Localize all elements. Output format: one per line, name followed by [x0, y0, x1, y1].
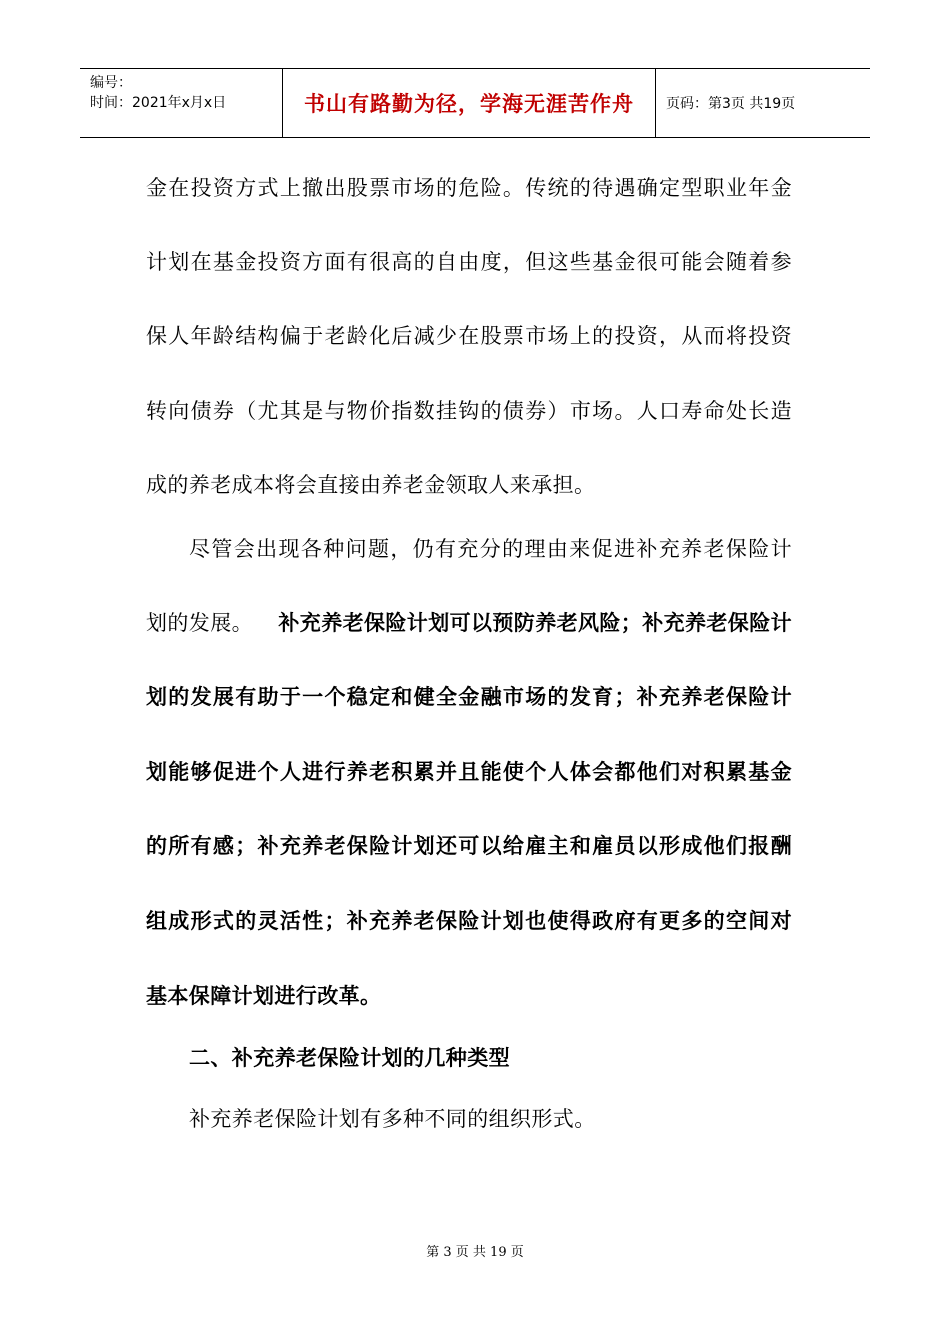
paragraph-text: 划的发展。 — [146, 611, 253, 635]
paragraph-bold-line: 基本保障计划进行改革。 — [146, 984, 382, 1008]
page-footer: 第 3 页 共 19 页 — [426, 1245, 524, 1260]
paragraph-line: 补充养老保险计划有多种不同的组织形式。 — [189, 1107, 596, 1131]
paragraph-line: 金在投资方式上撤出股票市场的危险。传统的待遇确定型职业年金 — [146, 176, 792, 200]
header-motto: 书山有路勤为径，学海无涯苦作舟 — [282, 69, 656, 137]
paragraph-bold-text: 补充养老保险计划可以预防养老风险；补充养老保险计 — [278, 611, 792, 635]
header-info — [80, 69, 282, 137]
document-date: 时间：2021年x月x日 — [90, 95, 227, 111]
paragraph-line-mixed — [146, 608, 792, 638]
document-number: 编号： — [90, 75, 132, 91]
paragraph-line: 成的养老成本将会直接由养老金领取人来承担。 — [146, 473, 596, 497]
paragraph-bold-line: 的所有感；补充养老保险计划还可以给雇主和雇员以形成他们报酬 — [146, 834, 792, 858]
paragraph-bold-line: 组成形式的灵活性；补充养老保险计划也使得政府有更多的空间对 — [146, 909, 792, 933]
section-heading: 二、补充养老保险计划的几种类型 — [189, 1046, 510, 1070]
paragraph-line: 尽管会出现各种问题，仍有充分的理由来促进补充养老保险计 — [189, 537, 792, 561]
paragraph-line: 转向债券（尤其是与物价指数挂钩的债券）市场。人口寿命处长造 — [146, 399, 792, 423]
page-header — [80, 68, 870, 138]
paragraph-bold-line: 划能够促进个人进行养老积累并且能使个人体会都他们对积累基金 — [146, 760, 792, 784]
paragraph-line: 计划在基金投资方面有很高的自由度，但这些基金很可能会随着参 — [146, 250, 792, 274]
paragraph-line: 保人年龄结构偏于老龄化后减少在股票市场上的投资，从而将投资 — [146, 324, 792, 348]
header-page-number: 页码：第3页 共19页 — [666, 96, 796, 112]
paragraph-bold-line: 划的发展有助于一个稳定和健全金融市场的发育；补充养老保险计 — [146, 685, 792, 709]
